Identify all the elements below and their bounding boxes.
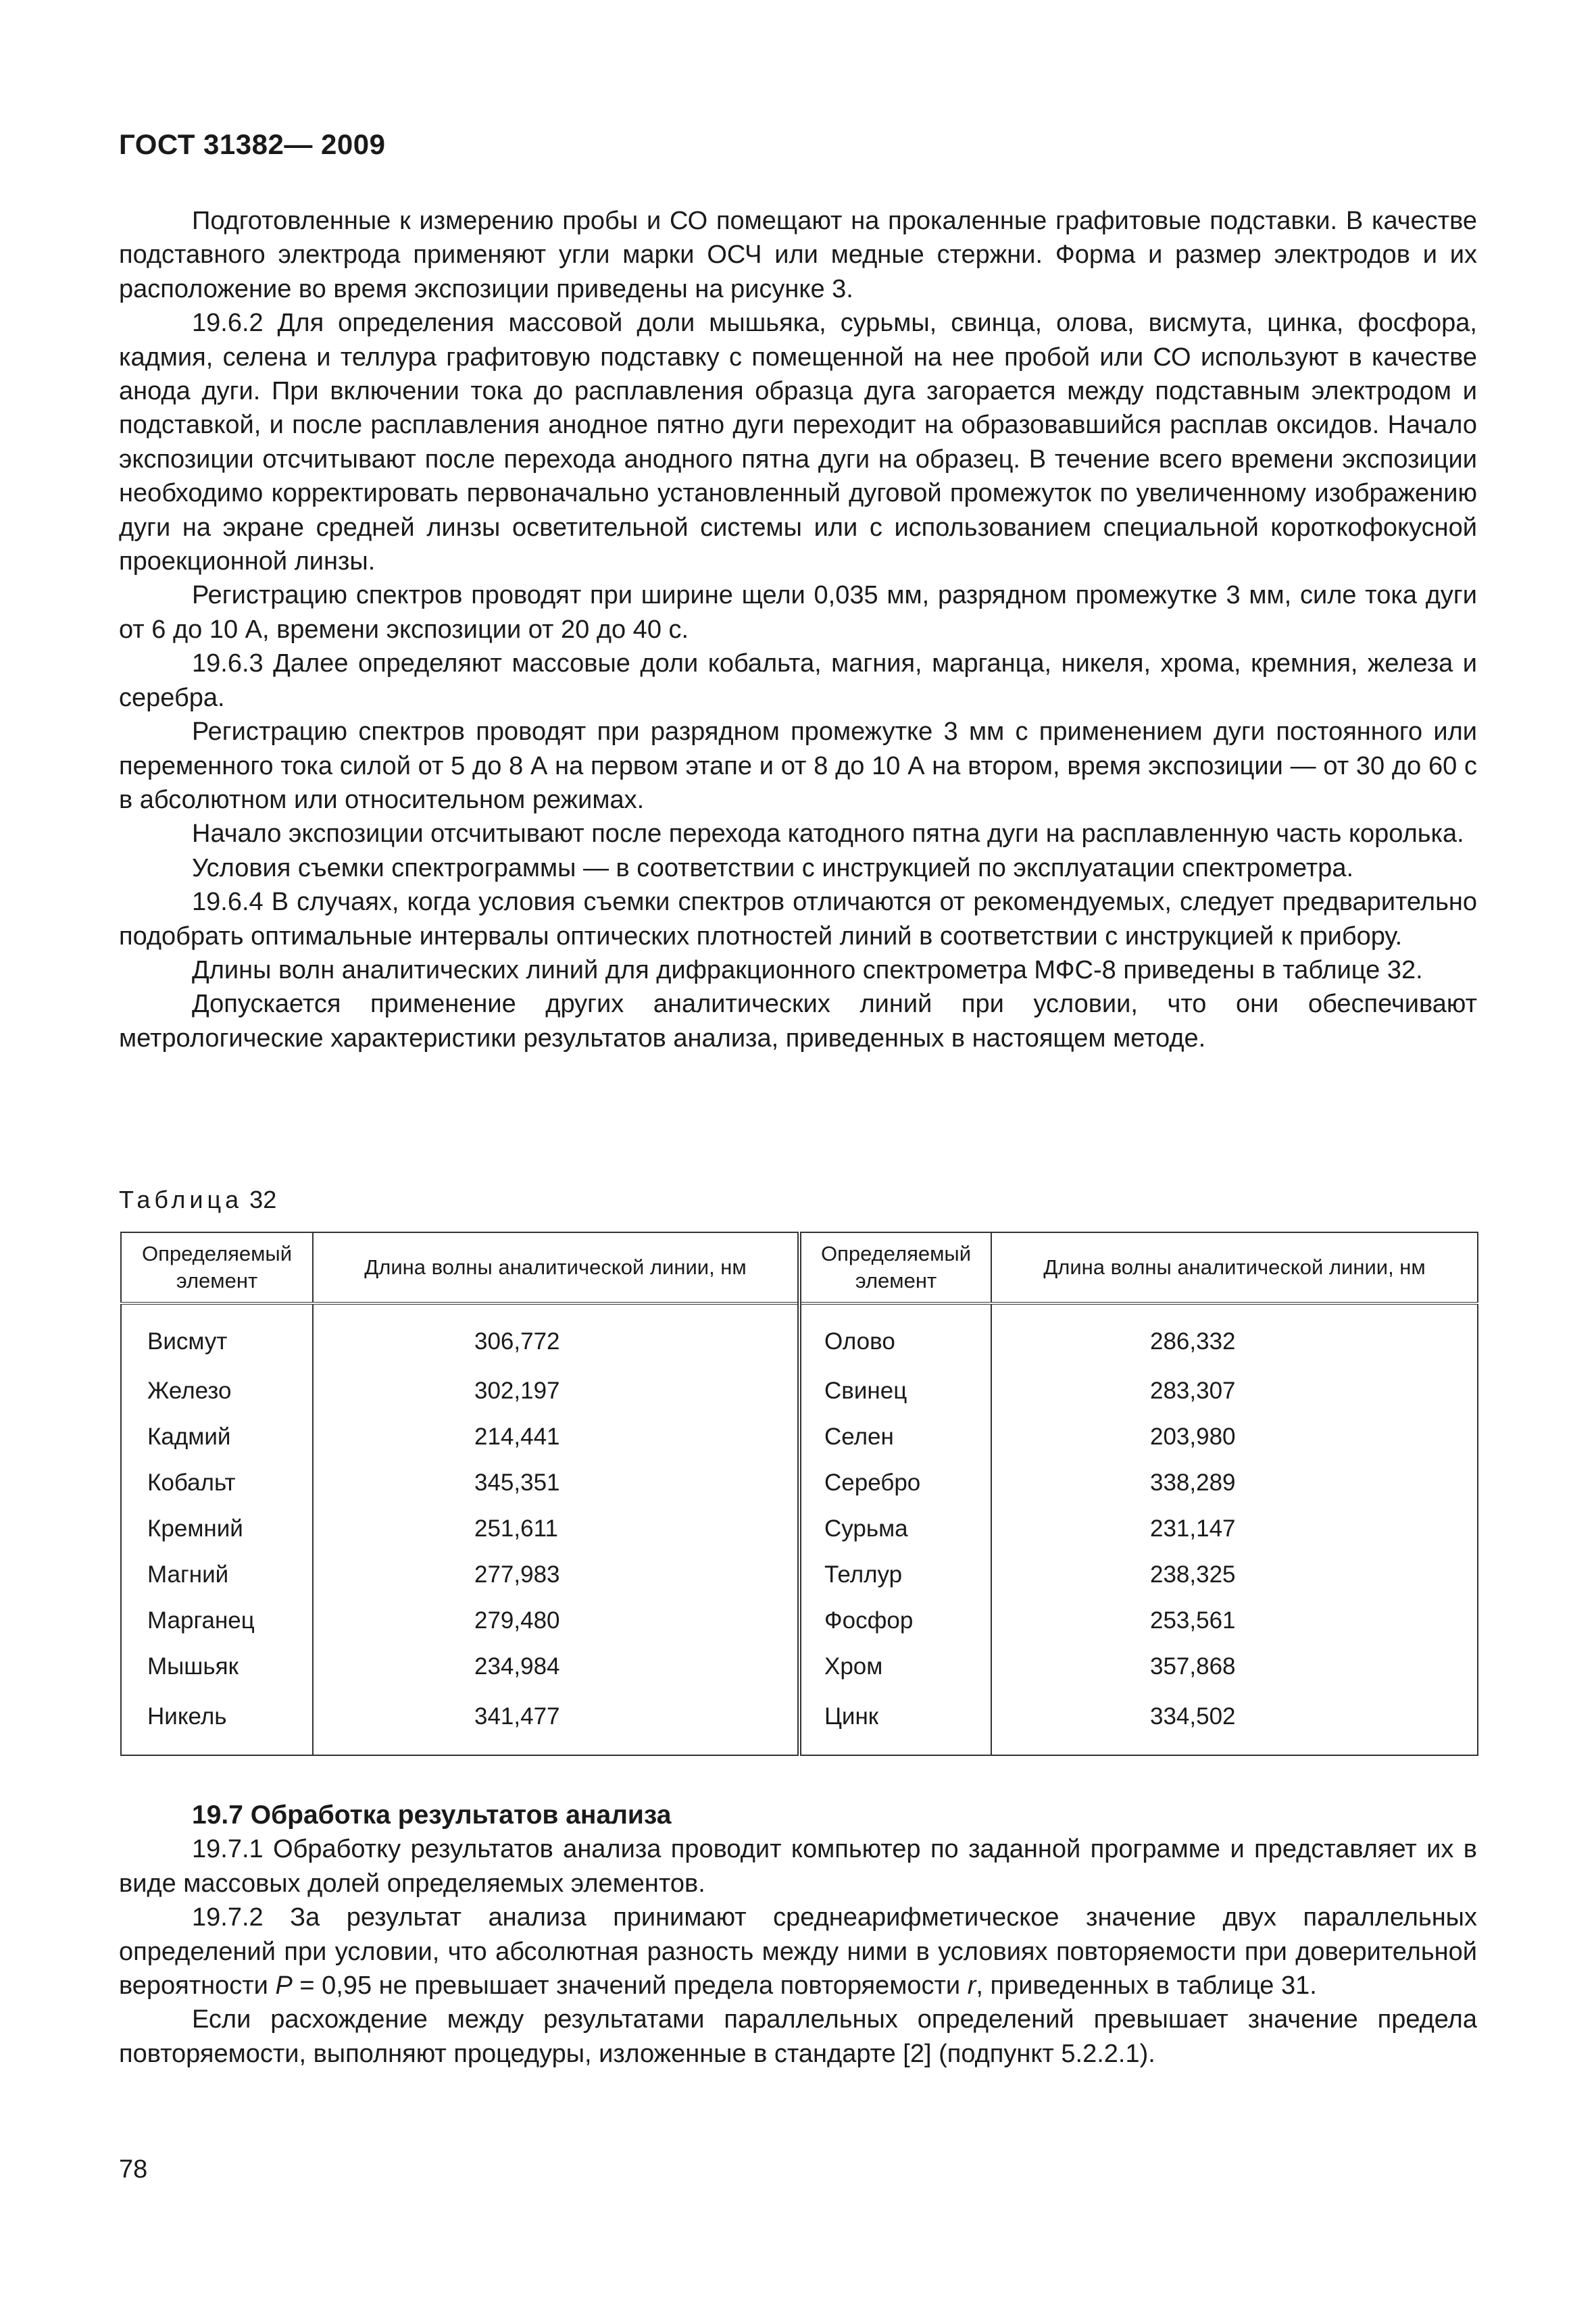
header-wavelength-1: Длина волны аналитической линии, нм [313,1232,799,1303]
paragraph: Регистрацию спектров проводят при ширине щели 0,035 мм, разрядном промежутке 3 мм, силе тока дуги от 6 до 10 А, времени экспозиции от 20 до 40 с. [119,581,1477,644]
header-element-1: Определяемый элемент [121,1232,313,1303]
paragraph: Регистрацию спектров проводят при разрядном промежутке 3 мм с применением дуги постоянного или переменного тока силой от 5 до 8 А на первом этапе и от 8 до 10 А на втором, время экспозиции — от 30 до 60 с в абсолютном или относительном режимах. [119,718,1477,814]
element-cell: Хром [799,1644,991,1690]
wavelength-table [120,1232,1478,1756]
body-text [119,204,1477,1055]
wavelength-cell: 306,772 [313,1303,799,1368]
paragraph: Длины волн аналитических линий для дифракционного спектрометра МФС-8 приведены в таблице 32. [192,955,1423,984]
section-heading: 19.7 Обработка результатов анализа [192,1801,672,1830]
table-row [121,1368,1478,1414]
element-cell: Свинец [799,1368,991,1414]
wavelength-cell: 345,351 [313,1460,799,1506]
wavelength-cell: 283,307 [991,1368,1478,1414]
table-row [121,1460,1478,1506]
wavelength-cell: 214,441 [313,1414,799,1460]
paragraph: 19.6.2 Для определения массовой доли мышьяка, сурьмы, свинца, олова, висмута, цинка, фосфора, кадмия, селена и теллура графитовую подставку с помещенной на нее пробой или СО используют в качестве анода дуги. При включении тока до расплавления образца дуга загорается между подставным электродом и подставкой, и после расплавления анодное пятно дуги переходит на образовавшийся расплав оксидов. Начало экспозиции отсчитывают после перехода анодного пятна дуги на образец. В течение всего времени экспозиции необходимо корректировать первоначально установленный дуговой промежуток по увеличенному изображению дуги на экране средней линзы осветительной системы или с использованием специальной короткофокусной проекционной линзы. [119,309,1477,576]
paragraph: 19.6.4 В случаях, когда условия съемки спектров отличаются от рекомендуемых, следует предварительно подобрать оптимальные интервалы оптических плотностей линий в соответствии с инструкцией к прибору. [119,888,1477,951]
wavelength-cell: 253,561 [991,1598,1478,1644]
table-row [121,1598,1478,1644]
table-body [121,1303,1478,1755]
wavelength-cell: 251,611 [313,1506,799,1552]
element-cell: Селен [799,1414,991,1460]
table-row [121,1690,1478,1755]
wavelength-cell: 203,980 [991,1414,1478,1460]
paragraph: 19.7.1 Обработку результатов анализа проводит компьютер по заданной программе и представляет их в виде массовых долей определяемых элементов. [119,1835,1477,1898]
wavelength-cell: 234,984 [313,1644,799,1690]
wavelength-cell: 334,502 [991,1690,1478,1755]
table-row [121,1303,1478,1368]
wavelength-cell: 238,325 [991,1552,1478,1598]
wavelength-cell: 338,289 [991,1460,1478,1506]
paragraph: 19.6.3 Далее определяют массовые доли кобальта, магния, марганца, никеля, хрома, кремния, железа и серебра. [119,649,1477,712]
wavelength-cell: 277,983 [313,1552,799,1598]
element-cell: Цинк [799,1690,991,1755]
table-caption-word: Таблица [119,1186,243,1213]
element-cell: Железо [121,1368,313,1414]
wavelength-cell: 341,477 [313,1690,799,1755]
element-cell: Магний [121,1552,313,1598]
element-cell: Висмут [121,1303,313,1368]
paragraph-text: = 0,95 не превышает значений предела повторяемости [292,1971,968,2001]
paragraph-text: , приведенных в таблице 31. [976,1971,1317,2001]
element-cell: Олово [799,1303,991,1368]
element-cell: Марганец [121,1598,313,1644]
table-row [121,1552,1478,1598]
table-caption-number: 32 [249,1186,277,1213]
symbol-p: P [275,1971,293,2001]
element-cell: Теллур [799,1552,991,1598]
element-cell: Кобальт [121,1460,313,1506]
table-row [121,1506,1478,1552]
element-cell: Кремний [121,1506,313,1552]
paragraph: Если расхождение между результатами параллельных определений превышает значение предела повторяемости, выполняют процедуры, изложенные в стандарте [2] (подпункт 5.2.2.1). [119,2005,1477,2068]
element-cell: Серебро [799,1460,991,1506]
table-row [121,1644,1478,1690]
section-19-7 [119,1799,1477,2071]
element-cell: Сурьма [799,1506,991,1552]
wavelength-cell: 286,332 [991,1303,1478,1368]
element-cell: Кадмий [121,1414,313,1460]
header-wavelength-2: Длина волны аналитической линии, нм [991,1232,1478,1303]
header-element-2: Определяемый элемент [799,1232,991,1303]
table-row [121,1414,1478,1460]
wavelength-cell: 231,147 [991,1506,1478,1552]
table-header-row [121,1232,1478,1303]
paragraph-text: 19.7.2 За результат анализа принимают среднеарифметическое значение двух параллельных определений при условии, что абсолютная разность между ними в условиях повторяемости при доверительной вероятности [119,1903,1477,2001]
paragraph [119,1901,1477,2003]
page-number: 78 [119,2155,148,2184]
paragraph: Допускается применение других аналитических линий при условии, что они обеспечивают метрологические характеристики результатов анализа, приведенных в настоящем методе. [119,990,1477,1053]
paragraph: Условия съемки спектрограммы — в соответствии с инструкцией по эксплуатации спектрометра. [192,853,1354,882]
wavelength-cell: 357,868 [991,1644,1478,1690]
element-cell: Мышьяк [121,1644,313,1690]
symbol-r: r [967,1971,976,2001]
wavelength-cell: 302,197 [313,1368,799,1414]
document-header: ГОСТ 31382— 2009 [119,128,386,160]
paragraph: Начало экспозиции отсчитывают после перехода катодного пятна дуги на расплавленную часть королька. [192,820,1464,849]
table-caption [119,1186,276,1214]
wavelength-cell: 279,480 [313,1598,799,1644]
element-cell: Фосфор [799,1598,991,1644]
element-cell: Никель [121,1690,313,1755]
paragraph: Подготовленные к измерению пробы и СО помещают на прокаленные графитовые подставки. В качестве подставного электрода применяют угли марки ОСЧ или медные стержни. Форма и размер электродов и их расположение во время экспозиции приведены на рисунке 3. [119,207,1477,303]
